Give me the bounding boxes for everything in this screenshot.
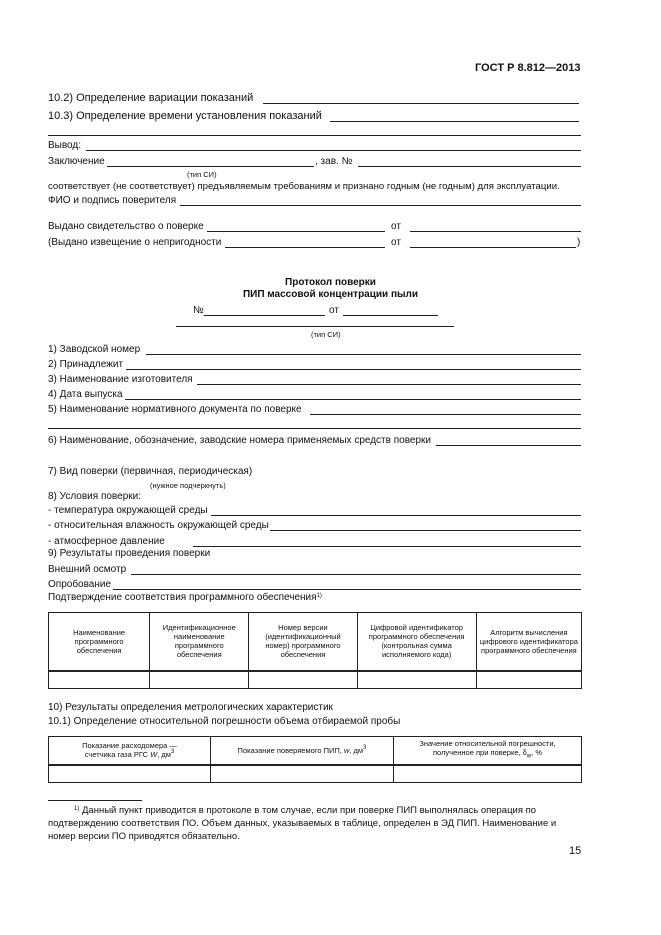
table-cell[interactable]: [150, 671, 249, 689]
field-line[interactable]: [436, 445, 581, 446]
document-code: ГОСТ Р 8.812—2013: [475, 62, 581, 74]
item-10-3: 10.3) Определение времени установления показаний: [48, 110, 322, 122]
relative-error-header: Значение относительной погрешности, полученное при поверке, $\delta_w$, %: [394, 737, 582, 765]
field-line[interactable]: [113, 589, 581, 590]
footnote-ref: 1): [316, 593, 322, 599]
field-line[interactable]: [211, 515, 581, 516]
item-10-2: 10.2) Определение вариации показаний: [48, 92, 254, 104]
page-number: 15: [569, 845, 582, 857]
software-name-header: Наименование программного обеспечения: [49, 613, 150, 671]
close-paren: ): [577, 237, 581, 248]
field-line[interactable]: [358, 166, 581, 167]
notice-label: (Выдано извещение о непригодности: [48, 237, 222, 248]
conclusion-short-label: Вывод:: [48, 140, 82, 151]
certificate-label: Выдано свидетельство о поверке: [48, 221, 204, 232]
software-id-name-header: Идентификационное наименование программного обеспечения: [150, 613, 249, 671]
visual-inspection-label: Внешний осмотр: [48, 564, 127, 575]
si-type-caption: (тип СИ): [311, 330, 341, 339]
table-cell[interactable]: [476, 671, 581, 689]
field-line[interactable]: [270, 530, 581, 531]
field-line[interactable]: [131, 574, 581, 575]
table-cell[interactable]: [49, 765, 211, 783]
item-2: 2) Принадлежит: [48, 359, 124, 370]
field-line[interactable]: [343, 315, 438, 316]
field-line[interactable]: [176, 326, 454, 327]
table-cell[interactable]: [357, 671, 476, 689]
protocol-title: Протокол поверки: [285, 277, 376, 288]
field-line[interactable]: [48, 135, 581, 136]
item-6: 6) Наименование, обозначение, заводские номера применяемых средств поверки: [48, 435, 431, 446]
field-line[interactable]: [204, 315, 325, 316]
item-3: 3) Наименование изготовителя: [48, 374, 193, 385]
software-digital-id-header: Цифровой идентификатор программного обеспечения (контрольная сумма исполняемого кода): [357, 613, 476, 671]
footnote-separator: [48, 800, 142, 801]
field-line[interactable]: [225, 247, 385, 248]
field-line[interactable]: [410, 231, 581, 232]
software-table: [48, 612, 582, 689]
table-cell[interactable]: [249, 671, 357, 689]
field-line[interactable]: [330, 121, 579, 122]
item-1: 1) Заводской номер: [48, 344, 141, 355]
field-line[interactable]: [207, 231, 385, 232]
table-cell[interactable]: [49, 671, 150, 689]
conclusion-label: Заключение: [48, 156, 105, 167]
field-line[interactable]: [410, 247, 576, 248]
si-type-caption: (тип СИ): [187, 170, 217, 179]
compliance-text: соответствует (не соответствует) предъявляемым требованиям и признано годным (не годным) для эксплуатации.: [48, 181, 560, 192]
device-reading-header: Показание поверяемого ПИП, w, $дм^3$: [211, 737, 394, 765]
from-label: от: [391, 237, 401, 248]
testing-label: Опробование: [48, 579, 112, 590]
field-line[interactable]: [197, 384, 581, 385]
field-line[interactable]: [125, 399, 581, 400]
error-table: [48, 736, 582, 783]
field-line[interactable]: [310, 414, 581, 415]
pressure-label: - атмосферное давление: [48, 536, 165, 547]
table-cell[interactable]: [394, 765, 582, 783]
table-cell[interactable]: [211, 765, 394, 783]
field-line[interactable]: [180, 205, 581, 206]
field-line[interactable]: [146, 354, 581, 355]
field-line[interactable]: [193, 546, 581, 547]
item-9: 9) Результаты проведения поверки: [48, 548, 211, 559]
item-10-1: 10.1) Определение относительной погрешности объема отбираемой пробы: [48, 716, 401, 727]
verifier-label: ФИО и подпись поверителя: [48, 195, 177, 206]
flowmeter-header: Показание расходомера — счетчика газа РГС W, $дм^3$: [49, 737, 211, 765]
item-10: 10) Результаты определения метрологических характеристик: [48, 702, 333, 713]
temperature-label: - температура окружающей среды: [48, 505, 208, 516]
footnote-line-1: $^{1)}$ Данный пункт приводится в протоколе в том случае, если при поверке ПИП выполнялась операция по: [74, 805, 537, 816]
software-version-header: Номер версии (идентификационный номер) программного обеспечения: [249, 613, 357, 671]
from-label: от: [391, 221, 401, 232]
number-label: №: [193, 305, 204, 316]
field-line[interactable]: [107, 166, 314, 167]
underline-note: (нужное подчеркнуть): [150, 481, 226, 490]
field-line[interactable]: [86, 150, 581, 151]
protocol-subtitle: ПИП массовой концентрации пыли: [242, 289, 419, 300]
footnote-line-2: подтверждению соответствия ПО. Объем данных, указываемых в таблице, определен в ЭД ПИП. Наименование и: [48, 818, 557, 829]
serial-label: , зав. №: [315, 156, 353, 167]
software-algorithm-header: Алгоритм вычисления цифрового идентификатора программного обеспечения: [476, 613, 581, 671]
footnote-line-3: номер версии ПО приводятся обязательно.: [48, 831, 240, 842]
field-line[interactable]: [263, 103, 579, 104]
humidity-label: - относительная влажность окружающей среды: [48, 520, 269, 531]
software-label: Подтверждение соответствия программного обеспечения$^{1)}$: [48, 592, 322, 603]
item-4: 4) Дата выпуска: [48, 389, 123, 400]
field-line[interactable]: [126, 369, 581, 370]
from-label: от: [329, 305, 339, 316]
item-8: 8) Условия поверки:: [48, 491, 141, 502]
field-line[interactable]: [48, 428, 581, 429]
item-5: 5) Наименование нормативного документа по поверке: [48, 404, 302, 415]
item-7: 7) Вид поверки (первичная, периодическая): [48, 466, 253, 477]
